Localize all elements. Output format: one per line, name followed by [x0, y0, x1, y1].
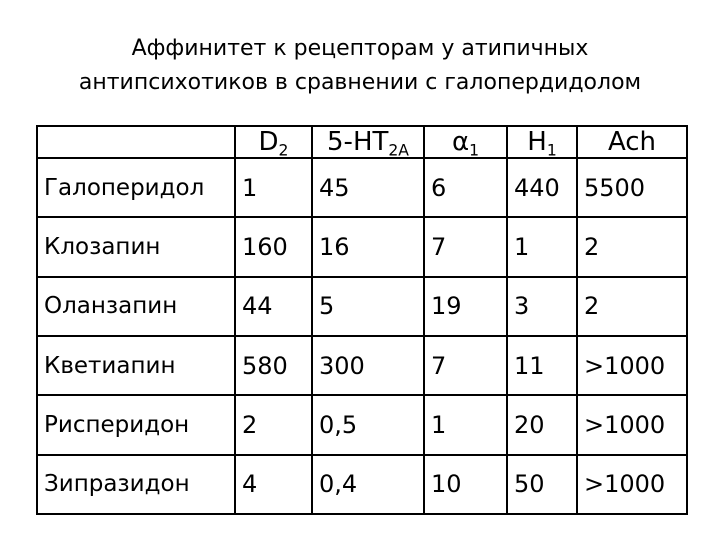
table-row	[37, 336, 687, 395]
value-ach: 5500	[577, 158, 687, 217]
drug-name: Кветиапин	[37, 336, 235, 395]
value-d2: 1	[235, 158, 312, 217]
table-row	[37, 395, 687, 454]
table-row	[37, 217, 687, 276]
value-5ht2a: 16	[312, 217, 424, 276]
value-ach: >1000	[577, 395, 687, 454]
value-d2: 580	[235, 336, 312, 395]
slide-title	[40, 32, 680, 100]
value-ach: 2	[577, 217, 687, 276]
value-h1: 11	[507, 336, 577, 395]
drug-name: Оланзапин	[37, 277, 235, 336]
value-5ht2a: 0,4	[312, 455, 424, 514]
value-h1: 20	[507, 395, 577, 454]
value-alpha1: 6	[424, 158, 507, 217]
value-h1: 3	[507, 277, 577, 336]
value-h1: 50	[507, 455, 577, 514]
receptor-affinity-table	[36, 125, 688, 515]
value-5ht2a: 5	[312, 277, 424, 336]
header-d2: $D_2$	[235, 126, 312, 158]
title-line-1: Аффинитет к рецепторам у атипичных	[131, 36, 589, 61]
drug-name: Галоперидол	[37, 158, 235, 217]
title-line-2: антипсихотиков в сравнении с галопердидолом	[78, 70, 642, 95]
header-5ht2a: $5-HT_{2A}$	[312, 126, 424, 158]
value-ach: >1000	[577, 336, 687, 395]
table-row	[37, 277, 687, 336]
value-alpha1: 7	[424, 336, 507, 395]
header-corner-cell	[37, 126, 235, 158]
header-h1: $H_1$	[507, 126, 577, 158]
table-row	[37, 455, 687, 514]
drug-name: Клозапин	[37, 217, 235, 276]
value-alpha1: 19	[424, 277, 507, 336]
table-row	[37, 158, 687, 217]
drug-name: Рисперидон	[37, 395, 235, 454]
value-d2: 160	[235, 217, 312, 276]
value-alpha1: 10	[424, 455, 507, 514]
value-h1: 440	[507, 158, 577, 217]
header-alpha1: $\alpha_1$	[424, 126, 507, 158]
value-d2: 2	[235, 395, 312, 454]
value-ach: 2	[577, 277, 687, 336]
value-5ht2a: 45	[312, 158, 424, 217]
value-alpha1: 7	[424, 217, 507, 276]
value-d2: 44	[235, 277, 312, 336]
header-row	[37, 126, 687, 158]
value-h1: 1	[507, 217, 577, 276]
header-ach: Ach	[577, 126, 687, 158]
value-ach: >1000	[577, 455, 687, 514]
drug-name: Зипразидон	[37, 455, 235, 514]
value-d2: 4	[235, 455, 312, 514]
value-5ht2a: 0,5	[312, 395, 424, 454]
value-alpha1: 1	[424, 395, 507, 454]
value-5ht2a: 300	[312, 336, 424, 395]
